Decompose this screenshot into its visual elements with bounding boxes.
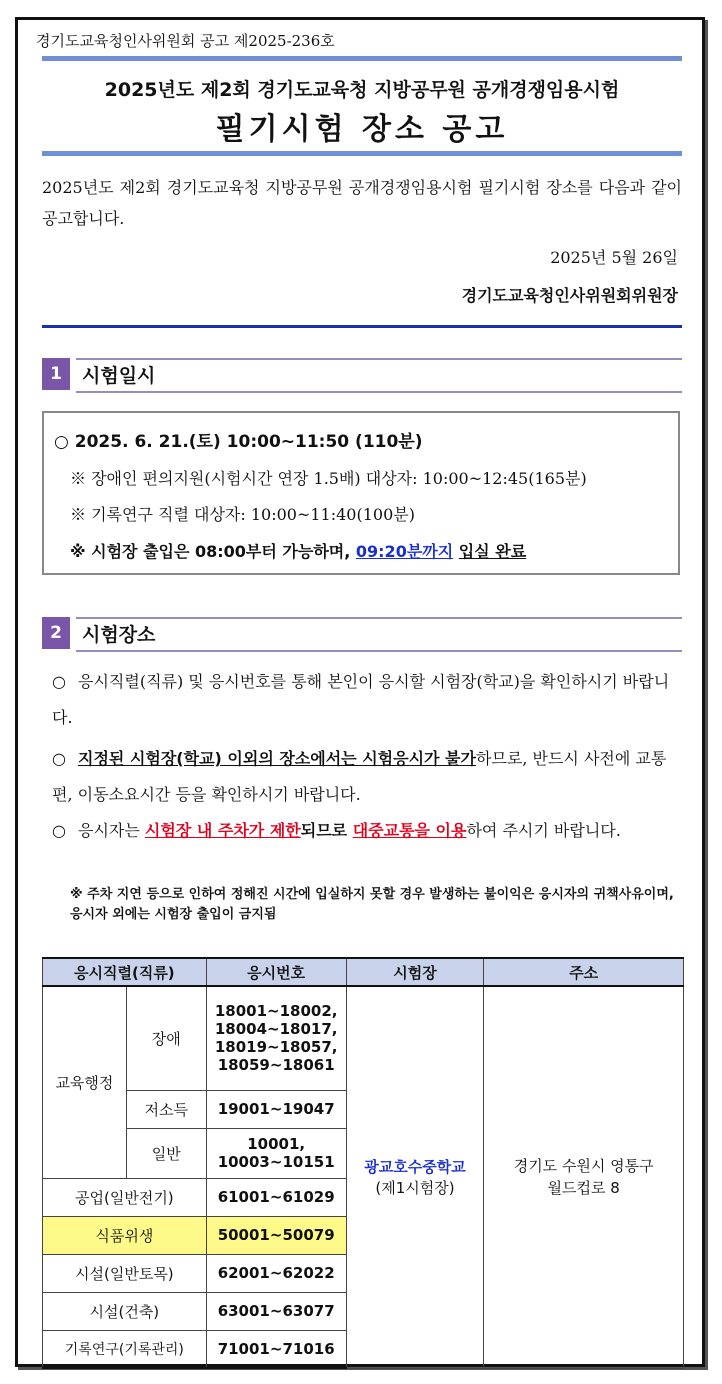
col-number: 응시번호 bbox=[206, 958, 346, 986]
parking-delay-note: ※ 주차 지연 등으로 인하여 정해진 시간에 입실하지 못할 경우 발생하는 불이익은 응시자의 귀책사유이며, 응시자 외에는 시험장 출입이 금지됨 bbox=[70, 887, 674, 922]
series-cell: 기록연구(기록관리) bbox=[43, 1330, 207, 1368]
table-header-row bbox=[43, 958, 684, 986]
number-cell: 63001~63077 bbox=[206, 1292, 346, 1330]
series-cell: 시설(건축) bbox=[43, 1292, 207, 1330]
venue-table bbox=[42, 957, 684, 1369]
section-1-title: 시험일시 bbox=[82, 365, 156, 387]
sub-series-cell: 장애 bbox=[126, 986, 206, 1090]
section-2-title: 시험장소 bbox=[82, 624, 156, 646]
series-cell: 식품위생 bbox=[43, 1216, 207, 1254]
venue-cell bbox=[346, 986, 484, 1368]
section-1-number: 1 bbox=[42, 358, 70, 390]
section-2-header bbox=[42, 617, 682, 651]
section-1-header bbox=[42, 358, 682, 392]
number-cell: 61001~61029 bbox=[206, 1178, 346, 1216]
title-bottom-bar bbox=[42, 151, 682, 156]
archive-research-note: ※ 기록연구 직렬 대상자: 10:00~11:40(100분) bbox=[70, 505, 415, 524]
bullet: ○ bbox=[54, 432, 69, 452]
parking-restricted: 시험장 내 주차가 제한 bbox=[144, 821, 301, 840]
disabled-extension-note: ※ 장애인 편의지원(시험시간 연장 1.5배) 대상자: 10:00~12:45(165분) bbox=[70, 469, 587, 488]
venue-check-paragraph: ○ 응시직렬(직류) 및 응시번호를 통해 본인이 응시할 시험장(학교)을 확인하시기 바랍니다. bbox=[52, 672, 670, 727]
col-address: 주소 bbox=[484, 958, 684, 986]
sub-series-cell: 저소득 bbox=[126, 1090, 206, 1128]
title-line-1: 2025년도 제2회 경기도교육청 지방공무원 공개경쟁임용시험 bbox=[104, 79, 620, 101]
exam-schedule-box bbox=[42, 411, 680, 575]
title-top-bar bbox=[42, 56, 682, 61]
number-cell: 18001~18002, 18004~18017, 18019~18057, 18059~18061 bbox=[206, 986, 346, 1090]
series-cell: 공업(일반전기) bbox=[43, 1178, 207, 1216]
exam-datetime: ○ 2025. 6. 21.(토) 10:00~11:50 (110분) bbox=[54, 432, 423, 452]
col-series: 응시직렬(직류) bbox=[43, 958, 207, 986]
entry-deadline: 09:20분까지 bbox=[355, 542, 454, 561]
notice-number: 경기도교육청인사위원회 공고 제2025-236호 bbox=[36, 32, 335, 50]
header-divider bbox=[42, 325, 682, 328]
public-transport: 대중교통을 이용 bbox=[352, 821, 467, 840]
section-2-number: 2 bbox=[42, 617, 70, 649]
number-cell: 50001~50079 bbox=[206, 1216, 346, 1254]
number-cell: 71001~71016 bbox=[206, 1330, 346, 1368]
intro-text: 2025년도 제2회 경기도교육청 지방공무원 공개경쟁임용시험 필기시험 장소를 다음과 같이 공고합니다. bbox=[42, 178, 682, 228]
table-row bbox=[43, 986, 684, 1090]
number-cell: 10001, 10003~10151 bbox=[206, 1128, 346, 1178]
signer: 경기도교육청인사위원회위원장 bbox=[461, 286, 678, 305]
title-line-2: 필기시험 장소 공고 bbox=[215, 112, 509, 147]
col-venue: 시험장 bbox=[346, 958, 484, 986]
designated-venue-warning: 지정된 시험장(학교) 이외의 장소에서는 시험응시가 불가 bbox=[78, 749, 476, 768]
address-cell: 경기도 수원시 영통구 월드컵로 8 bbox=[484, 986, 684, 1368]
school-sub: (제1시험장) bbox=[375, 1179, 455, 1198]
series-cell: 시설(일반토목) bbox=[43, 1254, 207, 1292]
designated-venue-paragraph: ○ 지정된 시험장(학교) 이외의 장소에서는 시험응시가 불가하므로, 반드시 사전에 교통편, 이동소요시간 등을 확인하시기 바랍니다. bbox=[52, 749, 667, 804]
sub-series-cell: 일반 bbox=[126, 1128, 206, 1178]
entry-time-note: ※ 시험장 출입은 08:00부터 가능하며, 09:20분까지 입실 완료 bbox=[70, 542, 527, 561]
group-cell: 교육행정 bbox=[43, 986, 127, 1178]
number-cell: 62001~62022 bbox=[206, 1254, 346, 1292]
number-cell: 19001~19047 bbox=[206, 1090, 346, 1128]
school-name: 광교호수중학교 bbox=[364, 1158, 466, 1177]
announcement-date: 2025년 5월 26일 bbox=[550, 248, 678, 267]
parking-paragraph: ○ 응시자는 시험장 내 주차가 제한되므로 대중교통을 이용하여 주시기 바랍니다. bbox=[52, 821, 621, 840]
